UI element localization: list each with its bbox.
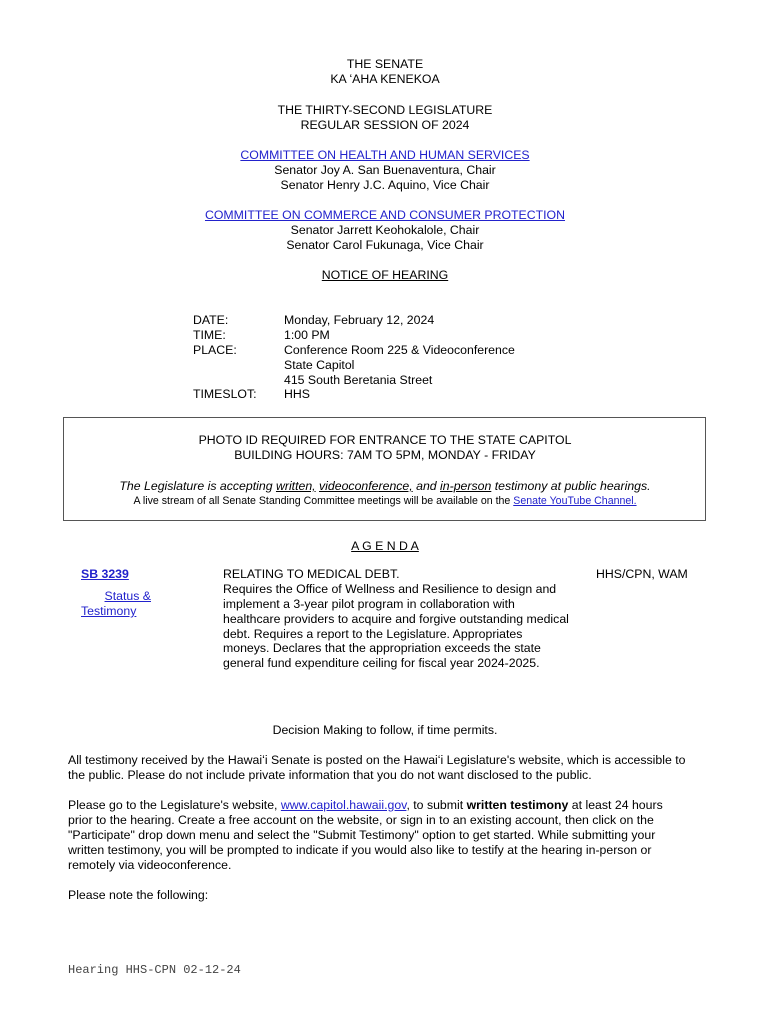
website-paragraph-line-1 (68, 798, 708, 813)
please-note: Please note the following: (68, 888, 209, 902)
status-link-wrap-1 (81, 589, 151, 604)
status-testimony-link-line1[interactable]: Status & (104, 589, 151, 603)
notice-title: NOTICE OF HEARING (321, 268, 449, 282)
committee-cpn-vice-chair: Senator Carol Fukunaga, Vice Chair (286, 238, 484, 252)
senate-title: THE SENATE (346, 57, 424, 71)
bill-description-line-5: moneys. Declares that the appropriation exceeds the state (223, 641, 541, 655)
testimony-paragraph-line-1: All testimony received by the Hawaiʻi Senate is posted on the Hawaiʻi Legislature's website, which is accessible to (68, 753, 686, 767)
bill-description-line-6: general fund expenditure ceiling for fiscal year 2024-2025. (223, 656, 540, 670)
status-link-wrap-2 (81, 604, 136, 619)
time-label: TIME: (193, 328, 226, 342)
status-testimony-link-line2[interactable]: Testimony (81, 604, 137, 618)
live-stream-notice (0, 494, 770, 509)
committee-hhs-link-wrap (0, 148, 770, 163)
website-paragraph-post: at least 24 hours (568, 798, 663, 812)
bill-description-line-4: debt. Requires a report to the Legislature. Appropriates (223, 627, 523, 641)
committee-cpn-link[interactable]: COMMITTEE ON COMMERCE AND CONSUMER PROTECTION (204, 208, 566, 222)
session-title: REGULAR SESSION OF 2024 (300, 118, 470, 132)
bill-description-line-2: implement a 3-year pilot program in collaboration with (223, 597, 515, 611)
date-label: DATE: (193, 313, 229, 327)
website-paragraph-line-5: remotely via videoconference. (68, 858, 232, 872)
testimony-paragraph-line-2: the public. Please do not include private information that you do not want disclosed to the public. (68, 768, 592, 782)
website-paragraph-line-2: prior to the hearing. Create a free account on the website, or sign in to an existing account, then click on the (68, 813, 654, 827)
place-line-1: Conference Room 225 & Videoconference (284, 343, 515, 357)
photo-id-notice: PHOTO ID REQUIRED FOR ENTRANCE TO THE STATE CAPITOL (198, 433, 572, 447)
website-paragraph-pre: Please go to the Legislature's website, (68, 798, 281, 812)
capitol-website-link[interactable]: www.capitol.hawaii.gov (280, 798, 407, 812)
website-paragraph-mid: , to submit (406, 798, 467, 812)
testimony-type-video: videoconference, (319, 479, 413, 493)
testimony-types-notice (0, 479, 770, 494)
time-value: 1:00 PM (284, 328, 330, 342)
bill-description-line-1: Requires the Office of Wellness and Resilience to design and (223, 582, 557, 596)
youtube-channel-link[interactable]: Senate YouTube Channel. (513, 495, 637, 507)
website-paragraph-line-4: written testimony, you will be prompted to indicate if you would also like to testify at the hearing in-person or (68, 843, 652, 857)
live-stream-text: A live stream of all Senate Standing Committee meetings will be available on the (133, 495, 514, 507)
timeslot-label: TIMESLOT: (193, 387, 257, 401)
committee-hhs-vice-chair: Senator Henry J.C. Aquino, Vice Chair (280, 178, 490, 192)
legislature-title: THE THIRTY-SECOND LEGISLATURE (277, 103, 493, 117)
testimony-types-pre: The Legislature is accepting (119, 479, 276, 493)
bill-sb3239-link[interactable]: SB 3239 (81, 567, 129, 581)
committee-cpn-chair: Senator Jarrett Keohokalole, Chair (290, 223, 480, 237)
bill-link-wrap (81, 567, 129, 582)
bill-title: RELATING TO MEDICAL DEBT. (223, 567, 400, 581)
committee-cpn-link-wrap (0, 208, 770, 223)
place-line-2: State Capitol (284, 358, 355, 372)
committee-hhs-chair: Senator Joy A. San Buenaventura, Chair (274, 163, 496, 177)
place-line-3: 415 South Beretania Street (284, 373, 433, 387)
committee-hhs-link[interactable]: COMMITTEE ON HEALTH AND HUMAN SERVICES (240, 148, 530, 162)
timeslot-value: HHS (284, 387, 310, 401)
place-label: PLACE: (193, 343, 237, 357)
decision-making-note: Decision Making to follow, if time permits. (272, 723, 498, 737)
bill-description-line-3: healthcare providers to acquire and forgive outstanding medical (223, 612, 569, 626)
bill-referral: HHS/CPN, WAM (596, 567, 688, 581)
testimony-type-written: written, (275, 479, 316, 493)
testimony-type-inperson: in-person (440, 479, 492, 493)
testimony-types-post: testimony at public hearings. (491, 479, 651, 493)
building-hours-notice: BUILDING HOURS: 7AM TO 5PM, MONDAY - FRIDAY (234, 448, 536, 462)
date-value: Monday, February 12, 2024 (284, 313, 435, 327)
written-testimony-bold: written testimony (466, 798, 569, 812)
website-paragraph-line-3: "Participate" drop down menu and select the "Submit Testimony" option to get started. While submitting your (68, 828, 656, 842)
senate-hawaiian-title: KA ʻAHA KENEKOA (330, 72, 440, 86)
testimony-types-and: and (412, 479, 441, 493)
agenda-title: A G E N D A (351, 539, 419, 553)
page-footer: Hearing HHS-CPN 02-12-24 (68, 963, 241, 977)
